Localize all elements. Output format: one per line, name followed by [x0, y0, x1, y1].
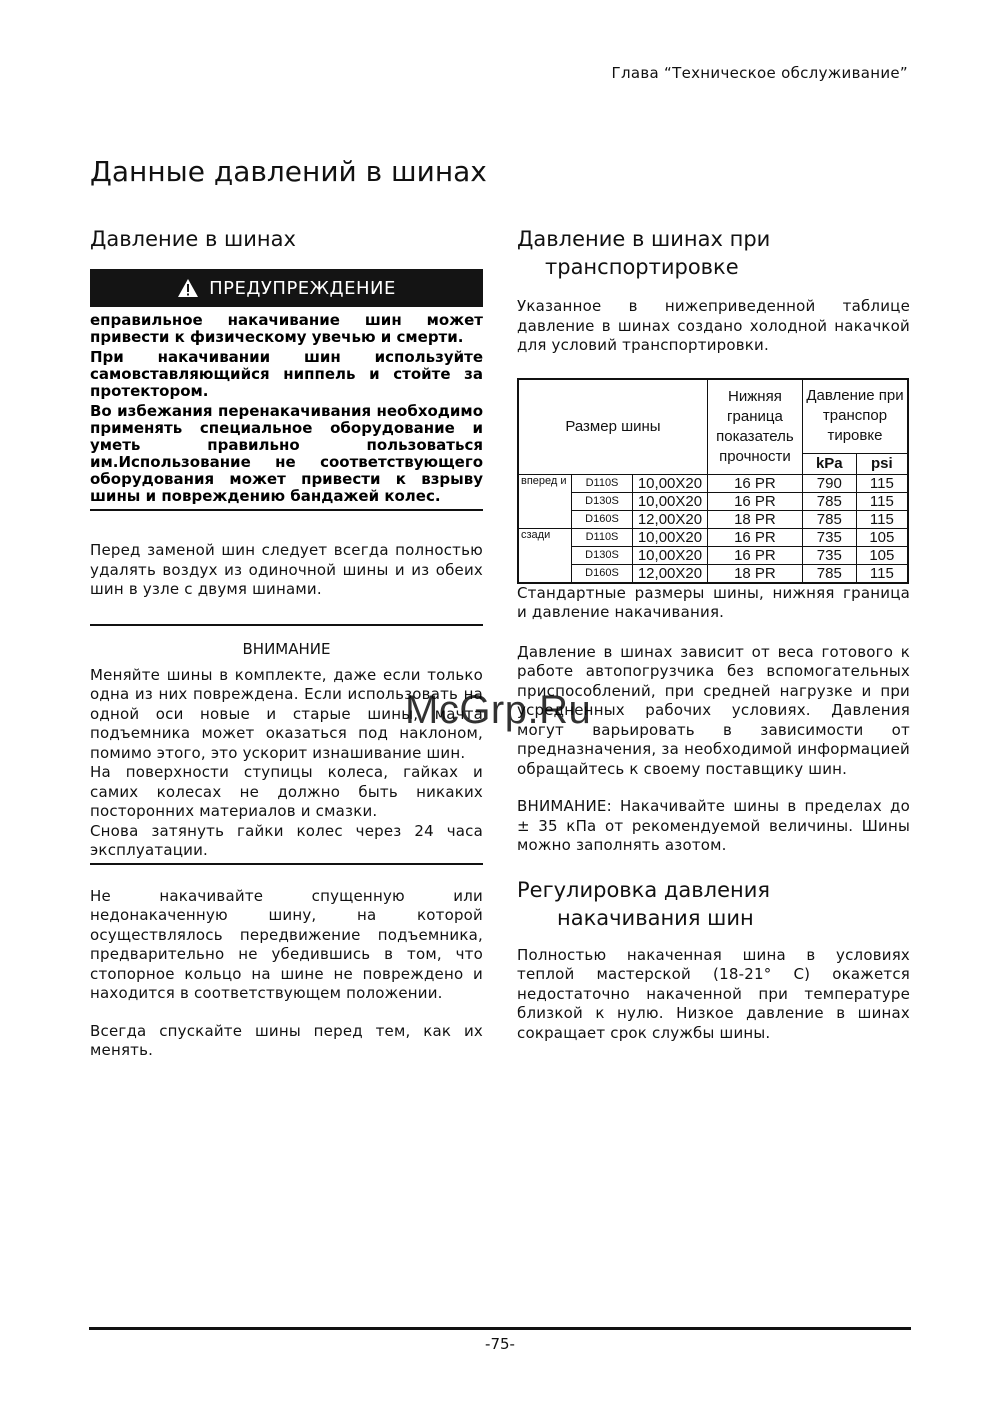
left-column [90, 225, 483, 1061]
model-cell: D160S [572, 510, 633, 528]
size-cell: 10,00X20 [633, 546, 708, 564]
group-label-rear: сзади [518, 528, 572, 583]
ply-cell: 16 PR [707, 492, 802, 510]
warning-paragraph: Во избежания перенакачивания необходимо применять специальное оборудование и уметь правильно пользоваться им.Использование не соответствующего оборудования может привести к взрыву шины и повреждению бандажей колес. [90, 402, 483, 505]
paragraph-attention [517, 797, 910, 856]
warning-triangle-icon [177, 278, 199, 298]
model-cell: D160S [572, 564, 633, 583]
section-heading-adjust-pressure [517, 876, 910, 932]
warning-paragraph: еправильное накачивание шин может привести к физическому увечью и смерти. [90, 311, 483, 346]
size-cell: 12,00X20 [633, 510, 708, 528]
psi-cell: 115 [856, 510, 908, 528]
model-cell: D110S [572, 528, 633, 546]
psi-cell: 115 [856, 492, 908, 510]
warning-banner [90, 269, 483, 307]
header-transport-pressure: Давление при транспор тировке [802, 379, 908, 454]
kpa-cell: 735 [802, 546, 856, 564]
chapter-header: Глава “Техническое обслуживание” [611, 64, 908, 82]
model-cell: D130S [572, 546, 633, 564]
section-heading-transport-pressure [517, 225, 910, 281]
group-label-front: вперед и [518, 474, 572, 528]
ply-cell: 18 PR [707, 510, 802, 528]
tire-pressure-table [517, 378, 909, 584]
ply-cell: 16 PR [707, 546, 802, 564]
size-cell: 10,00X20 [633, 528, 708, 546]
psi-cell: 115 [856, 564, 908, 583]
size-cell: 10,00X20 [633, 492, 708, 510]
heading-line: Регулировка давления [517, 877, 771, 902]
size-cell: 10,00X20 [633, 474, 708, 492]
warning-paragraph: При накачивании шин используйте самовставляющийся ниппель и стойте за протектором. [90, 348, 483, 400]
paragraph-intro: Указанное в нижеприведенной таблице давление в шинах создано холодной накачкой для условий транспортировки. [517, 297, 910, 354]
section-heading-tire-pressure: Давление в шинах [90, 227, 296, 251]
caution-paragraph: Снова затянуть гайки колес через 24 часа эксплуатации. [90, 821, 483, 859]
kpa-cell: 735 [802, 528, 856, 546]
footer-rule [89, 1327, 911, 1330]
warning-title: ПРЕДУПРЕЖДЕНИЕ [209, 277, 396, 299]
heading-line: транспортировке [545, 255, 739, 279]
paragraph-replace-tires: Перед заменой шин следует всегда полностью удалять воздух из одиночной шины и из обеих шин в узле с двумя шинами. [90, 541, 483, 598]
paragraph-deflate: Всегда спускайте шины перед тем, как их менять. [90, 1021, 483, 1059]
unit-kpa: kPa [802, 453, 856, 474]
right-column [517, 225, 910, 1043]
caution-title: ВНИМАНИЕ [242, 639, 331, 658]
attention-label: ВНИМАНИЕ: [517, 797, 612, 815]
unit-psi: psi [856, 453, 908, 474]
model-cell: D110S [572, 474, 633, 492]
heading-line: Давление в шинах при [517, 227, 771, 251]
header-tire-size: Размер шины [518, 379, 707, 475]
page-title: Данные давлений в шинах [90, 155, 487, 188]
caution-box [90, 624, 483, 865]
paragraph-temperature: Полностью накаченная шина в условиях теплой мастерской (18-21° С) окажется недостаточно накаченной при температуре близкой к нулю. Низкое давление в шинах сокращает срок службы шины. [517, 945, 910, 1042]
kpa-cell: 785 [802, 492, 856, 510]
ply-cell: 18 PR [707, 564, 802, 583]
paragraph-weight: Давление в шинах зависит от веса готового к работе автопогрузчика без вспомогательных приспособлений, при средней нагрузке и при усредненных рабочих условиях. Давления могут варьировать в зависимости от предназначения, за необходимой информацией обращайтесь к своему поставщику шин. [517, 642, 910, 778]
attention-text: Накачивайте шины в пределах до ± 35 кПа от рекомендуемой величины. Шины можно заполнять азотом. [517, 797, 910, 854]
kpa-cell: 790 [802, 474, 856, 492]
psi-cell: 115 [856, 474, 908, 492]
heading-line: накачивания шин [557, 905, 754, 930]
caution-paragraph: На поверхности ступицы колеса, гайках и самих колесах не должно быть никаких посторонних материалов и смазки. [90, 763, 483, 820]
warning-body [90, 312, 483, 511]
header-ply-rating: Нижняя граница показатель прочности [707, 379, 802, 475]
ply-cell: 16 PR [707, 528, 802, 546]
ply-cell: 16 PR [707, 474, 802, 492]
model-cell: D130S [572, 492, 633, 510]
watermark-text: McGrp.Ru [405, 688, 592, 732]
caution-paragraph: Меняйте шины в комплекте, даже если только одна из них повреждена. Если использовать на одной оси новые и старые шины, мачта подъемника может оказаться под наклоном, помимо этого, это ускорит изнашивание шин. [90, 665, 483, 762]
kpa-cell: 785 [802, 510, 856, 528]
paragraph-no-inflate: Не накачивайте спущенную или недонакаченную шину, на которой осуществлялось передвижение подъемника, предварительно не убедившись в том, что стопорное кольцо на шине не повреждено и находится в соответствующем положении. [90, 886, 483, 1002]
kpa-cell: 785 [802, 564, 856, 583]
table-caption: Стандартные размеры шины, нижняя граница и давление накачивания. [517, 583, 910, 621]
psi-cell: 105 [856, 528, 908, 546]
size-cell: 12,00X20 [633, 564, 708, 583]
page-number: -75- [485, 1335, 515, 1353]
psi-cell: 105 [856, 546, 908, 564]
